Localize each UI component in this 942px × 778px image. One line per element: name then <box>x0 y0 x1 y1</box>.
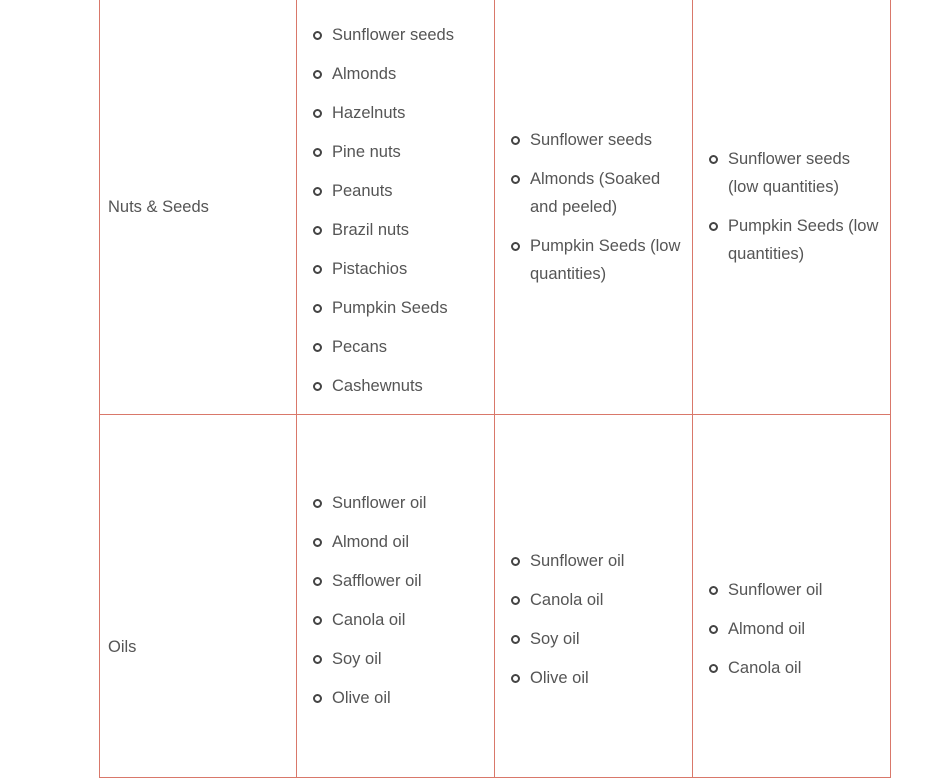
circle-bullet-icon <box>313 616 322 625</box>
list-item-label: Canola oil <box>530 591 604 609</box>
circle-bullet-icon <box>313 538 322 547</box>
list-item <box>509 586 682 614</box>
food-list <box>693 576 890 682</box>
list-item-label: Olive oil <box>332 688 391 707</box>
circle-bullet-icon <box>709 155 718 164</box>
list-item <box>509 547 682 575</box>
circle-bullet-icon <box>313 694 322 703</box>
list-item <box>707 145 880 201</box>
food-list <box>297 489 494 712</box>
list-item-label: Safflower oil <box>332 571 422 590</box>
circle-bullet-icon <box>511 136 520 145</box>
list-item-label: Pistachios <box>332 260 408 278</box>
list-item-label: Pumpkin Seeds <box>332 299 448 317</box>
table-row <box>100 415 891 778</box>
circle-bullet-icon <box>313 577 322 586</box>
circle-bullet-icon <box>313 226 322 235</box>
list-item <box>311 567 484 595</box>
circle-bullet-icon <box>313 148 322 157</box>
list-item <box>311 684 484 712</box>
list-item-label: Pumpkin Seeds (low quantities) <box>728 217 879 263</box>
list-item-label: Almonds (Soaked and peeled) <box>530 169 661 216</box>
list-item <box>509 126 682 154</box>
food-list-cell <box>495 415 693 778</box>
list-item <box>311 645 484 673</box>
list-item <box>311 489 484 517</box>
list-item-label: Sunflower seeds <box>530 130 652 149</box>
food-list-cell <box>495 0 693 415</box>
circle-bullet-icon <box>313 70 322 79</box>
circle-bullet-icon <box>511 635 520 644</box>
list-item-label: Sunflower oil <box>332 493 427 512</box>
list-item <box>707 576 880 604</box>
list-item <box>509 232 682 288</box>
food-list-cell <box>297 0 495 415</box>
list-item <box>311 60 484 88</box>
circle-bullet-icon <box>313 187 322 196</box>
list-item <box>311 99 484 127</box>
list-item-label: Almonds <box>332 65 397 83</box>
circle-bullet-icon <box>511 175 520 184</box>
circle-bullet-icon <box>313 343 322 352</box>
list-item <box>311 333 484 361</box>
list-item-label: Pumpkin Seeds (low quantities) <box>530 236 681 283</box>
circle-bullet-icon <box>511 674 520 683</box>
list-item-label: Pecans <box>332 338 388 356</box>
food-list-cell <box>693 0 891 415</box>
list-item-label: Soy oil <box>530 630 580 648</box>
circle-bullet-icon <box>511 596 520 605</box>
circle-bullet-icon <box>313 31 322 40</box>
list-item-label: Canola oil <box>332 610 406 629</box>
list-item <box>707 615 880 643</box>
list-item <box>311 255 484 283</box>
list-item-label: Peanuts <box>332 182 393 200</box>
circle-bullet-icon <box>709 664 718 673</box>
list-item <box>311 294 484 322</box>
food-list <box>297 21 494 400</box>
list-item-label: Olive oil <box>530 669 589 687</box>
list-item <box>311 606 484 634</box>
list-item-label: Pine nuts <box>332 143 401 161</box>
table-row <box>100 0 891 415</box>
list-item <box>707 654 880 682</box>
food-list-cell <box>297 415 495 778</box>
list-item-label: Almond oil <box>728 620 806 638</box>
list-item <box>311 528 484 556</box>
list-item-label: Sunflower seeds (low quantities) <box>728 150 850 196</box>
circle-bullet-icon <box>709 586 718 595</box>
circle-bullet-icon <box>313 304 322 313</box>
list-item-label: Brazil nuts <box>332 221 410 239</box>
food-table-body <box>100 0 891 778</box>
list-item-label: Hazelnuts <box>332 104 406 122</box>
category-cell: Oils <box>100 415 297 778</box>
circle-bullet-icon <box>511 242 520 251</box>
circle-bullet-icon <box>313 382 322 391</box>
list-item <box>509 165 682 221</box>
circle-bullet-icon <box>511 557 520 566</box>
food-list <box>495 547 692 692</box>
circle-bullet-icon <box>313 109 322 118</box>
list-item <box>311 372 484 400</box>
circle-bullet-icon <box>709 222 718 231</box>
circle-bullet-icon <box>313 499 322 508</box>
circle-bullet-icon <box>313 655 322 664</box>
category-cell: Nuts & Seeds <box>100 0 297 415</box>
list-item <box>707 212 880 268</box>
list-item <box>509 625 682 653</box>
food-list-cell <box>693 415 891 778</box>
list-item <box>311 21 484 49</box>
list-item-label: Sunflower oil <box>728 581 823 599</box>
list-item <box>509 664 682 692</box>
list-item-label: Soy oil <box>332 649 382 668</box>
list-item <box>311 216 484 244</box>
food-table <box>99 0 891 778</box>
food-list <box>693 145 890 268</box>
circle-bullet-icon <box>313 265 322 274</box>
list-item-label: Cashewnuts <box>332 377 423 395</box>
list-item <box>311 177 484 205</box>
circle-bullet-icon <box>709 625 718 634</box>
list-item-label: Sunflower seeds <box>332 26 454 44</box>
list-item-label: Sunflower oil <box>530 552 625 570</box>
list-item-label: Canola oil <box>728 659 802 677</box>
list-item-label: Almond oil <box>332 532 410 551</box>
list-item <box>311 138 484 166</box>
food-list <box>495 126 692 288</box>
